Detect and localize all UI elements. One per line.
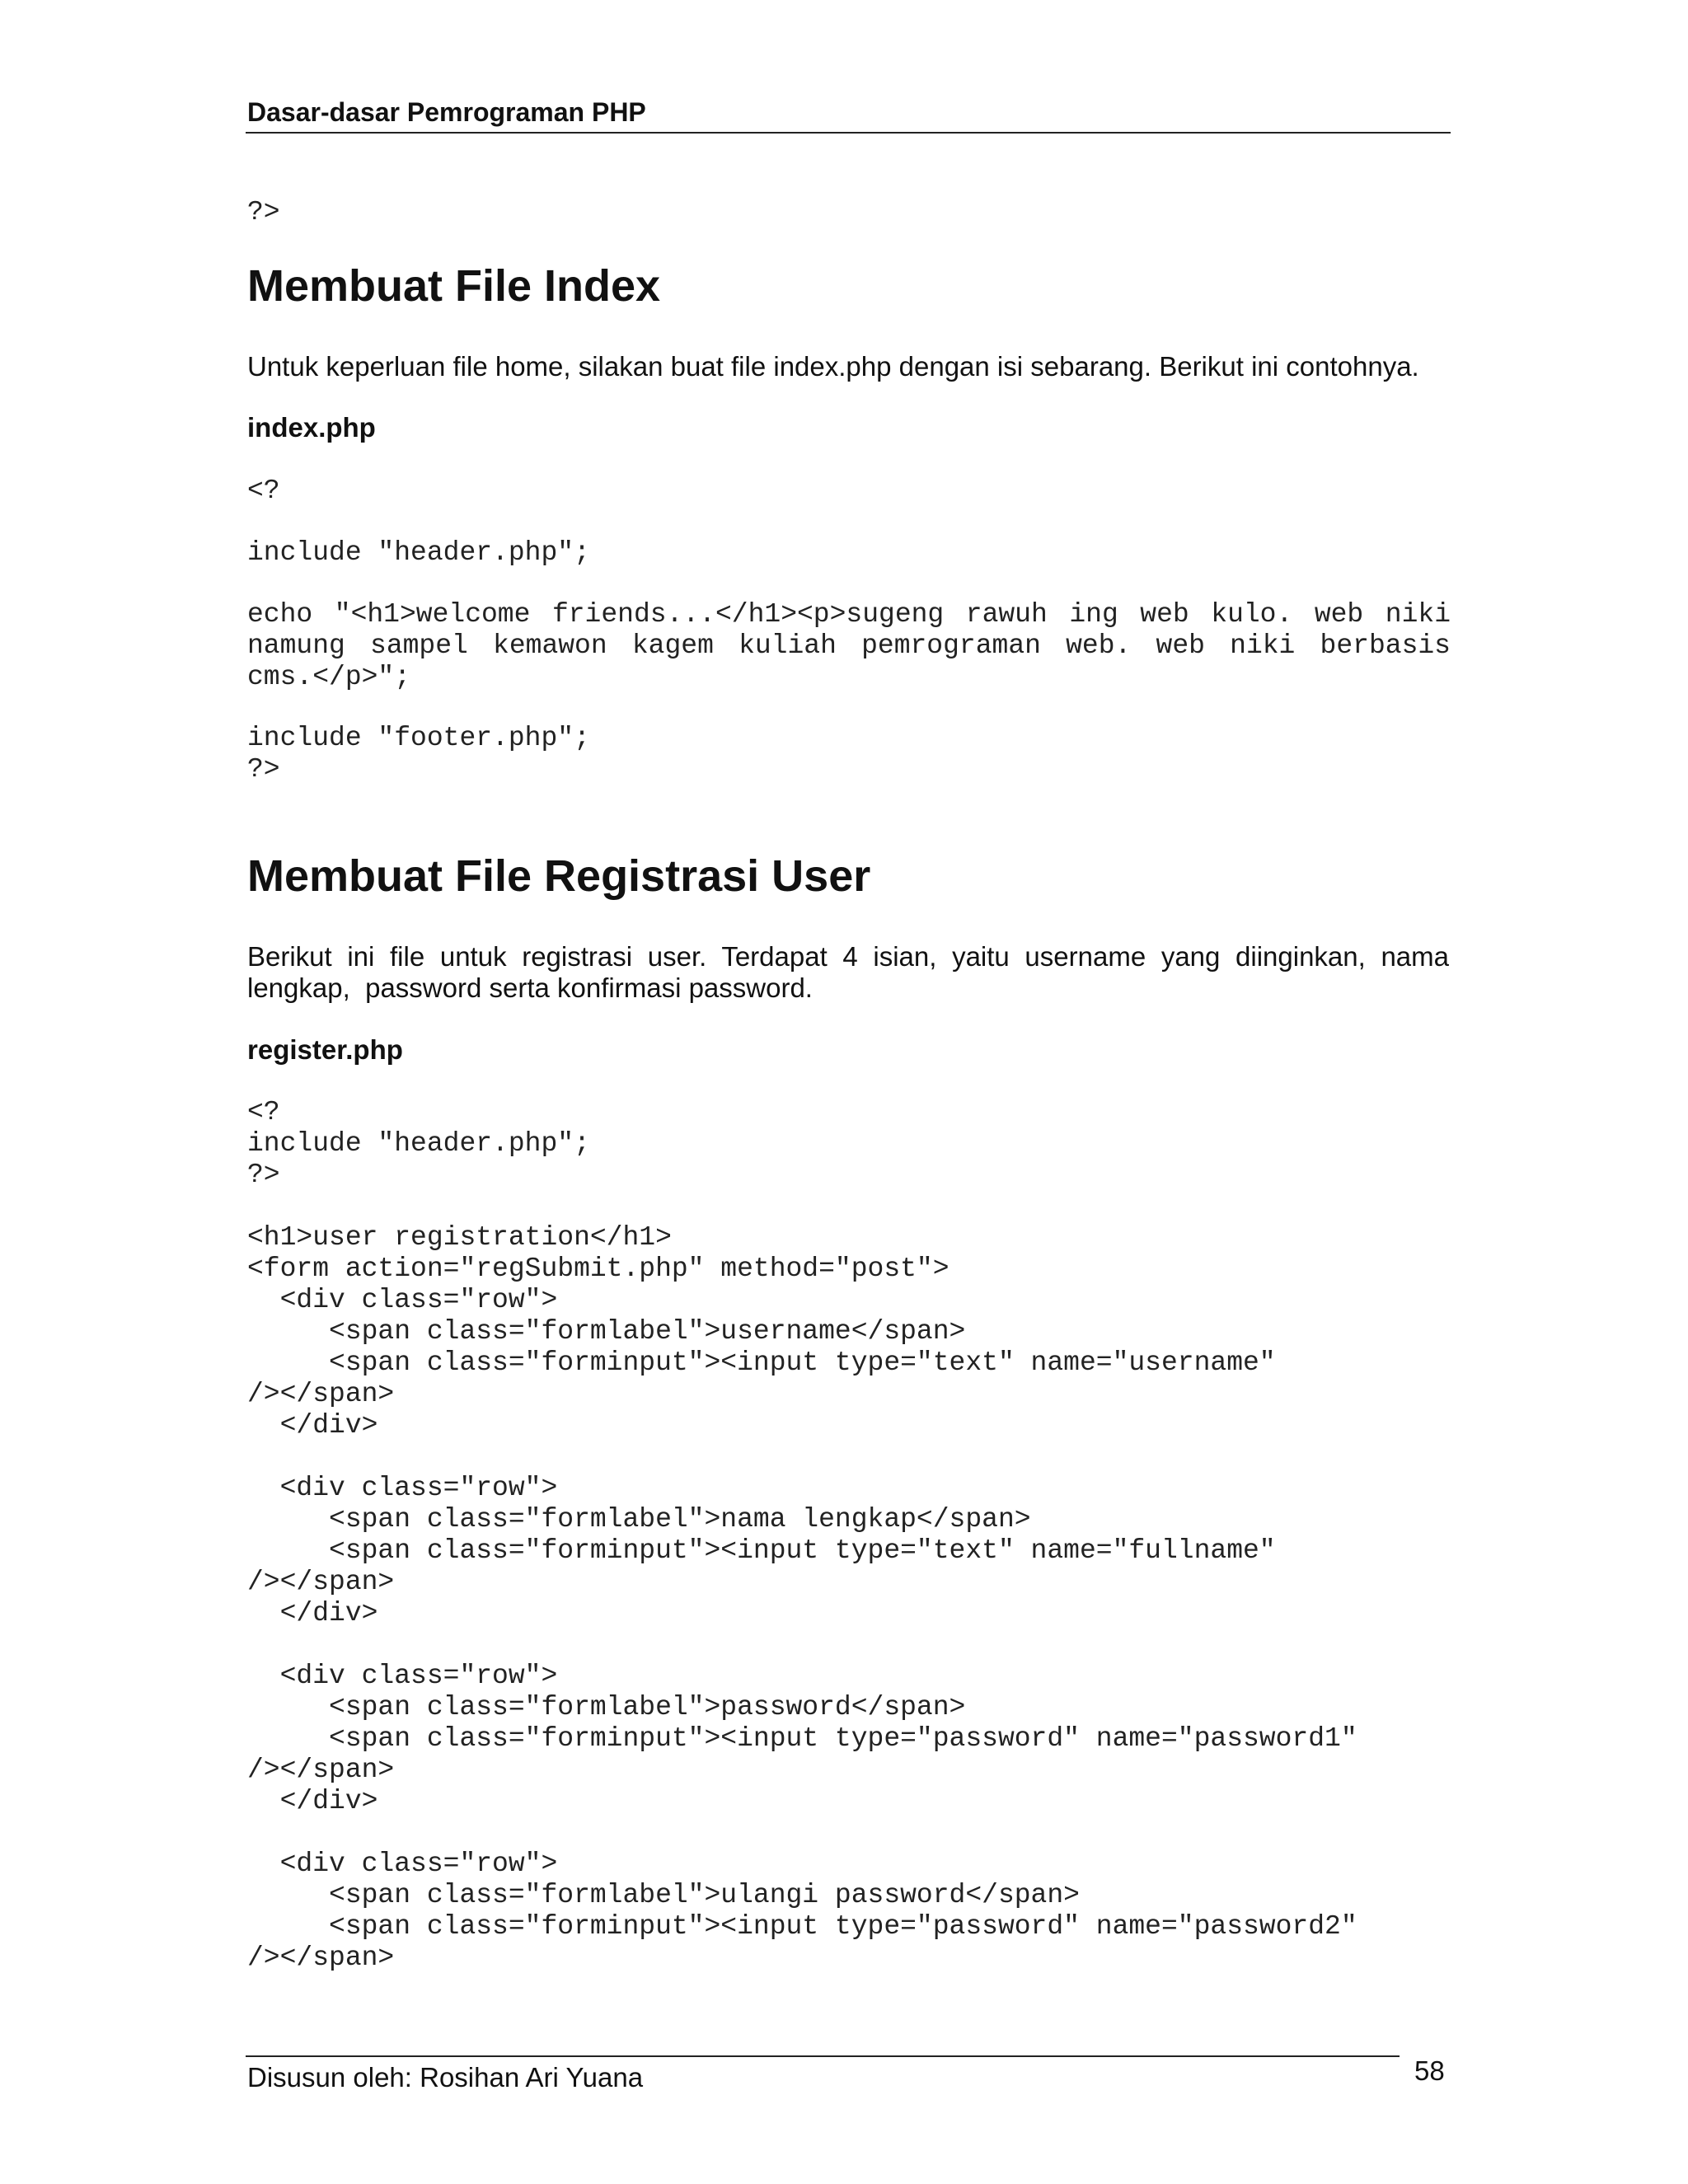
footer-divider: [246, 2055, 1400, 2057]
index-intro-paragraph: Untuk keperluan file home, silakan buat file index.php dengan isi sebarang. Berikut ini contohnya.: [247, 351, 1419, 382]
index-code-include-header: include "header.php";: [247, 537, 590, 568]
index-code-echo: [247, 599, 1451, 693]
code-fragment-top: ?>: [247, 197, 280, 227]
index-code-echo-line-1: echo "<h1>welcome friends...</h1><p>sugeng rawuh ing web kulo. web niki: [247, 599, 1451, 630]
footer-author: Disusun oleh: Rosihan Ari Yuana: [247, 2062, 644, 2093]
header-divider: [246, 132, 1451, 134]
register-filename-label: register.php: [247, 1034, 403, 1065]
register-intro-line-1: Berikut ini file untuk registrasi user. Terdapat 4 isian, yaitu username yang diinginkan, nama: [247, 941, 1449, 972]
index-code-echo-line-2: namung sampel kemawon kagem kuliah pemrograman web. web niki berbasis: [247, 630, 1451, 661]
index-code-open: <?: [247, 476, 280, 506]
index-code-echo-line-3: cms.</p>";: [247, 662, 411, 692]
register-intro-line-2: lengkap, password serta konfirmasi password.: [247, 972, 813, 1003]
section-heading-register: Membuat File Registrasi User: [247, 851, 871, 901]
running-header: Dasar-dasar Pemrograman PHP: [247, 97, 646, 127]
index-filename-label: index.php: [247, 412, 376, 443]
register-intro-paragraph: [247, 941, 1449, 1004]
page-number: 58: [1414, 2055, 1445, 2086]
register-code-block: <? include "header.php"; ?> <h1>user registration</h1> <form action="regSubmit.php" method="post"> <div class="row"> <span class="formlabel">username</span> <span class="forminput"><input type="text" name="username" /></span> </div> <div class="row"> <span class="formlabel">nama lengkap</span> <span class="forminput"><input type="text" name="fullname" /></span> </div> <div class="row"> <span class="formlabel">password</span> <span class="forminput"><input type="password" name="password1" /></span> </div> <div class="row"> <span class="formlabel">ulangi password</span> <span class="forminput"><input type="password" name="password2" /></span>: [247, 1097, 1357, 1973]
section-heading-index: Membuat File Index: [247, 261, 661, 311]
index-code-include-footer: include "footer.php"; ?>: [247, 723, 590, 785]
